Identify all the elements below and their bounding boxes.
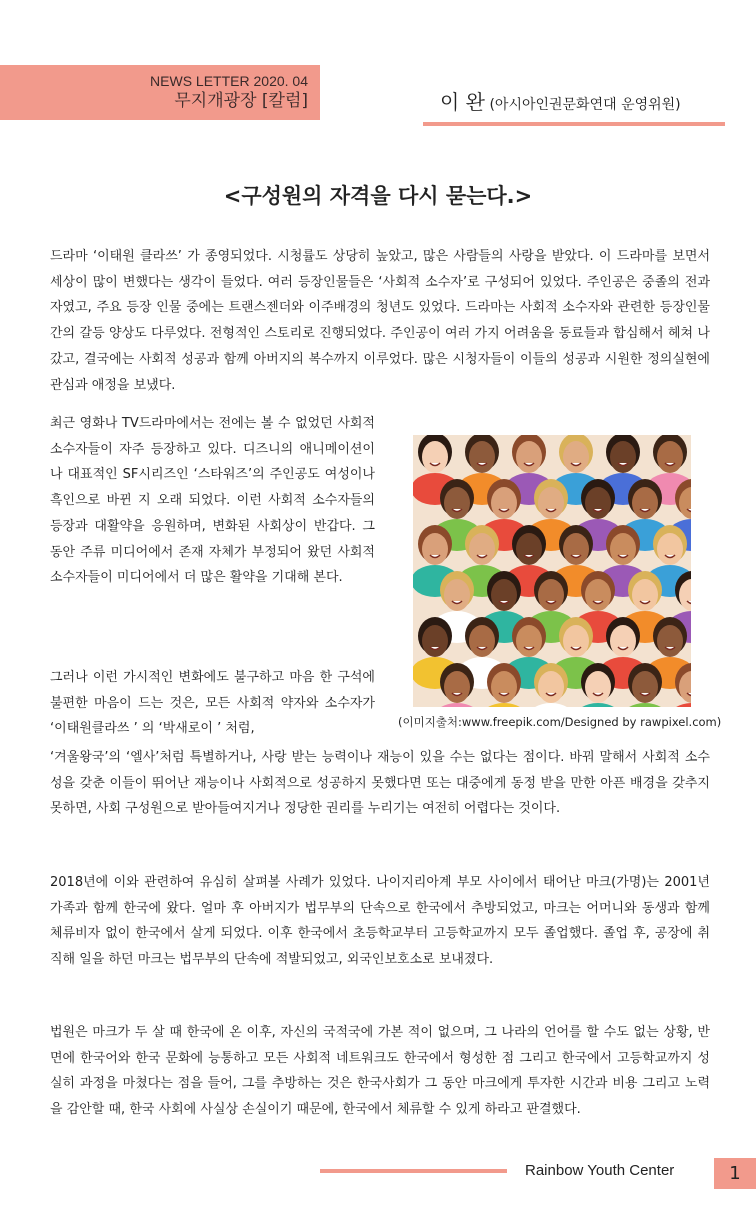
person-face [538, 487, 564, 519]
person-smile [618, 463, 628, 466]
paragraph-case: 2018년에 이와 관련하여 유심히 살펴볼 사례가 있었다. 나이지리아계 부모 사이에서 태어난 마크(가명)는 2001년 가족과 함께 한국에 왔다. 얼마 후 아버지가 법무부의 단속으로 한국에서 추방되었고, 마크는 어머니와 동생과 함께 체류비자 없이 한국에서 살게 되었다. 이후 한국에서 초등학교부터 고등학교까지 모두 졸업했다. 졸업 후, 공장에 취직해 일을 하던 마크는 법무부의 단속에 적발되었고, 외국인보호소로 보내졌다. [50, 875, 710, 968]
person-face [516, 441, 542, 473]
person-smile [571, 463, 581, 466]
person-smile [640, 601, 650, 604]
footer-organization: Rainbow Youth Center [525, 1162, 675, 1179]
person-smile [430, 555, 440, 558]
person-face [444, 579, 470, 611]
person-smile [665, 463, 675, 466]
person-face [422, 441, 448, 473]
newsletter-header [0, 65, 320, 120]
person-smile [499, 601, 509, 604]
person-smile [452, 693, 462, 696]
person-face [444, 487, 470, 519]
person-smile [477, 555, 487, 558]
author-name: 이 완 [440, 90, 485, 114]
person-smile [524, 555, 534, 558]
person-smile [477, 647, 487, 650]
person-face [516, 625, 542, 657]
person-face [657, 533, 683, 565]
column-label: 무지개광장 [칼럼] [174, 91, 308, 111]
author-byline [440, 86, 681, 115]
person-face [632, 579, 658, 611]
person-smile [430, 647, 440, 650]
person-smile [546, 509, 556, 512]
person-smile [546, 693, 556, 696]
person-smile [452, 509, 462, 512]
person-smile [524, 647, 534, 650]
newsletter-issue: NEWS LETTER 2020. 04 [150, 73, 308, 89]
person-smile [665, 555, 675, 558]
person-face [563, 533, 589, 565]
person-smile [665, 647, 675, 650]
person-face [444, 671, 470, 703]
person-face [585, 579, 611, 611]
person-face [538, 671, 564, 703]
person-smile [524, 463, 534, 466]
person-face [538, 579, 564, 611]
person-face [469, 625, 495, 657]
person-smile [618, 555, 628, 558]
person-smile [593, 601, 603, 604]
person-face [516, 533, 542, 565]
person-face [632, 487, 658, 519]
paragraph-media: 최근 영화나 TV드라마에서는 전에는 볼 수 없었던 사회적 소수자들이 자주 등장하고 있다. 디즈니의 애니메이션이나 대표적인 SF시리즈인 ‘스타워즈’의 주인공도 여성이나 흑인으로 바뀐 지 오래 되었다. 이런 사회적 소수자들의 등장과 대활약을 응원하며, 변화된 사회상이 반갑다. 그 동안 주류 미디어에서 존재 자체가 부정되어 왔던 사회적 소수자들이 미디어에서 더 많은 활약을 기대해 본다. [50, 416, 375, 586]
person-face [563, 441, 589, 473]
person-face [469, 533, 495, 565]
article-title: <구성원의 자격을 다시 묻는다.> [223, 184, 533, 208]
person-smile [477, 463, 487, 466]
person-face [422, 625, 448, 657]
diverse-people-illustration [413, 435, 691, 707]
person-smile [546, 601, 556, 604]
paragraph-however: 그러나 이런 가시적인 변화에도 불구하고 마음 한 구석에 불편한 마음이 드는 것은, 모든 사회적 약자와 소수자가 ‘이태원클라쓰 ’ 의 ‘박새로이 ’ 처럼, [50, 670, 375, 737]
paragraph-ruling: 법원은 마크가 두 살 때 한국에 온 이후, 자신의 국적국에 가본 적이 없으며, 그 나라의 언어를 할 수도 없는 상황, 반면에 한국어와 한국 문화에 능통하고 모든 사회적 네트워크도 한국에서 형성한 점 그리고 한국에서 고등학교까지 성실히 과정을 마쳤다는 점을 들어, 그를 추방하는 것은 한국사회가 그 동안 마크에게 투자한 시간과 비용 그리고 노력을 감안할 때, 한국 사회에 사실상 손실이기 때문에, 한국에서 체류할 수 있게 하라고 판결했다. [50, 1025, 710, 1118]
page-number: 1 [714, 1158, 756, 1189]
person-smile [640, 693, 650, 696]
paragraph-however-continued: ‘겨울왕국’의 ‘엘사’처럼 특별하거나, 사랑 받는 능력이나 재능이 있을 수는 없다는 점이다. 바꿔 말해서 사회적 소수성을 갖춘 이들이 뛰어난 재능이나 사회적으로 성공하지 못했다면 또는 대중에게 동정 받을 만한 아픈 배경을 갖추지 못하면, 사회 구성원으로 받아들여지거나 정당한 권리를 누리기는 여전히 어렵다는 것이다. [50, 750, 710, 817]
person-face [563, 625, 589, 657]
person-face [585, 487, 611, 519]
paragraph-intro: 드라마 ‘이태원 클라쓰’ 가 종영되었다. 시청률도 상당히 높았고, 많은 사람들의 사랑을 받았다. 이 드라마를 보면서 세상이 많이 변했다는 생각이 들었다. 여러 등장인물들은 ‘사회적 소수자’로 구성되어 있었다. 주인공은 중졸의 전과자였고, 주요 등장 인물 중에는 트랜스젠더와 이주배경의 청년도 있었다. 드라마는 사회적 소수자와 관련한 등장인물 간의 갈등 양상도 다루었다. 전형적인 스토리로 진행되었다. 주인공이 여러 가지 어려움을 동료들과 합심해서 헤쳐 나갔고, 결국에는 사회적 성공과 함께 아버지의 복수까지 이루었다. 많은 시청자들이 이들의 성공과 시원한 정의실현에 관심과 애정을 보냈다. [50, 249, 710, 393]
person-face [657, 441, 683, 473]
person-face [469, 441, 495, 473]
person-smile [618, 647, 628, 650]
person-face [491, 579, 517, 611]
person-face [585, 671, 611, 703]
author-underline [423, 122, 725, 126]
person-smile [499, 693, 509, 696]
person-smile [593, 509, 603, 512]
person-face [422, 533, 448, 565]
person-smile [571, 555, 581, 558]
person-smile [593, 693, 603, 696]
author-affiliation: (아시아인권문화연대 운영위원) [489, 97, 681, 113]
person-smile [571, 647, 581, 650]
person-smile [640, 509, 650, 512]
person-face [657, 625, 683, 657]
person-face [610, 441, 636, 473]
person-smile [452, 601, 462, 604]
person-face [610, 533, 636, 565]
person-face [632, 671, 658, 703]
footer-rule [320, 1169, 507, 1173]
person-face [491, 487, 517, 519]
person-smile [430, 463, 440, 466]
person-face [491, 671, 517, 703]
person-face [610, 625, 636, 657]
image-credit: (이미지출처:www.freepik.com/Designed by rawpixel.com) [398, 715, 722, 729]
person-smile [499, 509, 509, 512]
